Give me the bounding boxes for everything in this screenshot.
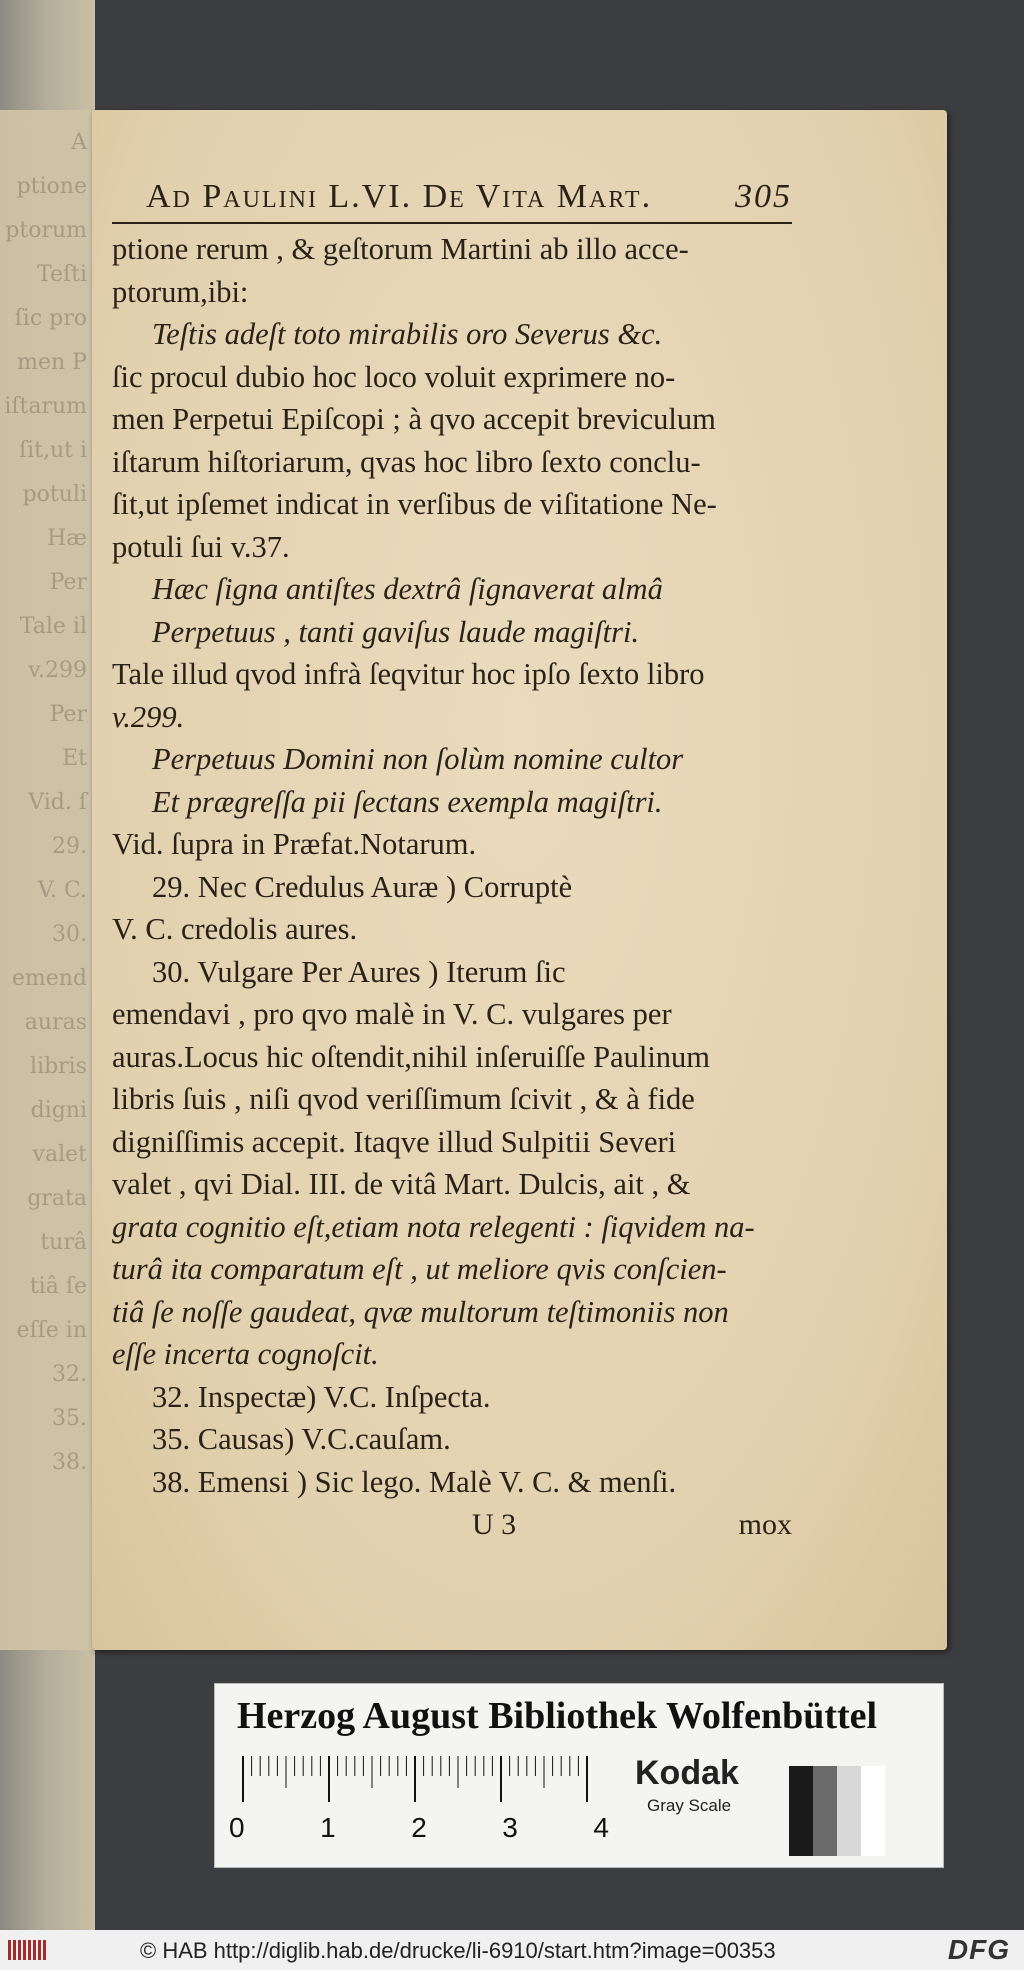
ghost-text: turâ bbox=[40, 1230, 87, 1255]
ghost-text: 35. bbox=[52, 1406, 87, 1431]
ghost-text: ptorum bbox=[5, 218, 87, 243]
source-credit-link[interactable]: © HAB http://diglib.hab.de/drucke/li-6910/start.htm?image=00353 bbox=[140, 1938, 776, 1963]
ghost-text: ptione bbox=[16, 174, 87, 199]
text-line: eſſe incerta cognoſcit. bbox=[112, 1337, 379, 1371]
ruler-scale bbox=[237, 1754, 597, 1804]
ghost-text: V. C. bbox=[37, 878, 87, 903]
text-line: Teſtis adeſt toto mirabilis oro Severus &c. bbox=[152, 317, 663, 351]
ghost-text: valet bbox=[32, 1142, 87, 1167]
text-line: Tale illud qvod infrà ſeqvitur hoc ipſo ſexto libro bbox=[112, 657, 705, 691]
text-line: v.299. bbox=[112, 699, 185, 734]
adjacent-page-strip bbox=[0, 110, 95, 1650]
ghost-text: grata bbox=[27, 1186, 87, 1211]
gray-scale-label: Gray Scale bbox=[647, 1796, 732, 1815]
text-line: digniſſimis accepit. Itaqve illud Sulpitii Severi bbox=[112, 1124, 677, 1159]
ghost-text: auras bbox=[24, 1010, 87, 1035]
ghost-text: ſic pro bbox=[14, 306, 87, 331]
gray-swatches bbox=[789, 1766, 885, 1856]
gray-swatch bbox=[861, 1766, 885, 1856]
ghost-text: Per bbox=[49, 702, 87, 727]
text-line: ptorum,ibi: bbox=[112, 274, 249, 309]
ghost-text: libris bbox=[30, 1054, 87, 1079]
catchword: mox bbox=[738, 1508, 792, 1541]
ghost-text: tiâ ſe bbox=[29, 1274, 87, 1299]
ghost-text: Tale il bbox=[19, 614, 87, 639]
library-name: Herzog August Bibliothek Wolfenbüttel bbox=[237, 1695, 878, 1737]
ghost-text: Teſti bbox=[36, 262, 87, 287]
text-line: 32. Inspectæ) V.C. Inſpecta. bbox=[152, 1379, 491, 1414]
ghost-text: v.299 bbox=[28, 658, 87, 683]
ghost-text: Et bbox=[62, 746, 87, 771]
gray-swatch bbox=[789, 1766, 813, 1856]
text-line: Perpetuus Domini non ſolùm nomine cultor bbox=[152, 742, 684, 776]
ghost-text: emend bbox=[11, 966, 87, 991]
color-calibration-card bbox=[214, 1683, 944, 1868]
text-line: ſit,ut ipſemet indicat in verſibus de viſitatione Ne- bbox=[112, 487, 717, 521]
ghost-text: 32. bbox=[52, 1362, 87, 1387]
header-title: Ad Paulini L.VI. De Vita Mart. bbox=[146, 178, 653, 215]
ghost-text: eſſe in bbox=[16, 1318, 87, 1343]
text-line: ptione rerum , & geſtorum Martini ab illo acce- bbox=[112, 232, 689, 266]
text-line: emendavi , pro qvo malè in V. C. vulgares per bbox=[112, 997, 672, 1031]
text-line: iſtarum hiſtoriarum, qvas hoc libro ſexto conclu- bbox=[112, 444, 701, 479]
text-line: Hæc ſigna antiſtes dextrâ ſignaverat almâ bbox=[152, 572, 663, 606]
ghost-text: 38. bbox=[52, 1450, 87, 1475]
text-line: valet , qvi Dial. III. de vitâ Mart. Dulcis, ait , & bbox=[112, 1167, 691, 1201]
text-line: 29. Nec Credulus Auræ ) Corruptè bbox=[152, 869, 573, 904]
kodak-logo: Kodak bbox=[635, 1754, 739, 1792]
text-body bbox=[112, 228, 792, 1503]
ruler-number: 0 bbox=[229, 1812, 245, 1843]
ghost-text: Vid. ſ bbox=[28, 790, 87, 815]
text-line: turâ ita comparatum eſt , ut meliore qvis conſcien- bbox=[112, 1252, 727, 1286]
ruler-number: 2 bbox=[411, 1812, 427, 1843]
text-line: 35. Causas) V.C.cauſam. bbox=[152, 1422, 451, 1456]
ghost-text: Per bbox=[49, 570, 87, 595]
dfg-logo: DFG bbox=[947, 1934, 1010, 1965]
gray-swatch bbox=[837, 1766, 861, 1856]
text-line: Perpetuus , tanti gaviſus laude magiſtri. bbox=[152, 614, 640, 649]
ruler-numbers bbox=[229, 1812, 609, 1844]
signature-mark: U 3 bbox=[472, 1508, 517, 1541]
ghost-text: 30. bbox=[52, 922, 87, 947]
viewer-footer bbox=[0, 1930, 1024, 1970]
text-line: men Perpetui Epiſcopi ; à qvo accepit breviculum bbox=[112, 402, 716, 436]
text-line: tiâ ſe noſſe gaudeat, qvæ multorum teſtimoniis non bbox=[112, 1294, 729, 1329]
ghost-text: A bbox=[71, 130, 87, 155]
ghost-text: Hæ bbox=[47, 526, 87, 551]
text-line: libris ſuis , niſi qvod veriſſimum ſcivit , & à fide bbox=[112, 1082, 695, 1116]
page-number: 305 bbox=[735, 178, 792, 215]
ghost-text: 29. bbox=[52, 834, 87, 859]
text-line: grata cognitio eſt,etiam nota relegenti : ſiqvidem na- bbox=[112, 1209, 755, 1244]
text-line: Et prægreſſa pii ſectans exempla magiſtri. bbox=[152, 784, 663, 819]
ghost-text: potuli bbox=[22, 482, 87, 507]
ruler-number: 1 bbox=[320, 1812, 336, 1843]
text-line: auras.Locus hic oſtendit,nihil inſeruiſſe Paulinum bbox=[112, 1039, 711, 1074]
text-line: potuli ſui v.37. bbox=[112, 529, 290, 564]
running-header bbox=[112, 178, 792, 224]
text-line: 38. Emensi ) Sic lego. Malè V. C. & menſi. bbox=[152, 1464, 677, 1499]
ghost-text: ſit,ut i bbox=[18, 438, 87, 463]
ruler-number: 4 bbox=[593, 1812, 609, 1843]
ghost-text: men P bbox=[17, 350, 87, 375]
ghost-text: iſtarum bbox=[4, 394, 87, 419]
ruler-number: 3 bbox=[502, 1812, 518, 1843]
text-line: 30. Vulgare Per Aures ) Iterum ſic bbox=[152, 954, 566, 989]
gray-swatch bbox=[813, 1766, 837, 1856]
hab-logo-icon bbox=[6, 1938, 48, 1962]
text-line: V. C. credolis aures. bbox=[112, 912, 358, 946]
ghost-text: digni bbox=[30, 1098, 87, 1123]
text-line: Vid. ſupra in Præfat.Notarum. bbox=[112, 827, 477, 861]
page-footer bbox=[112, 1503, 792, 1547]
page-content bbox=[112, 178, 792, 1547]
text-line: ſic procul dubio hoc loco voluit exprimere no- bbox=[112, 359, 676, 394]
